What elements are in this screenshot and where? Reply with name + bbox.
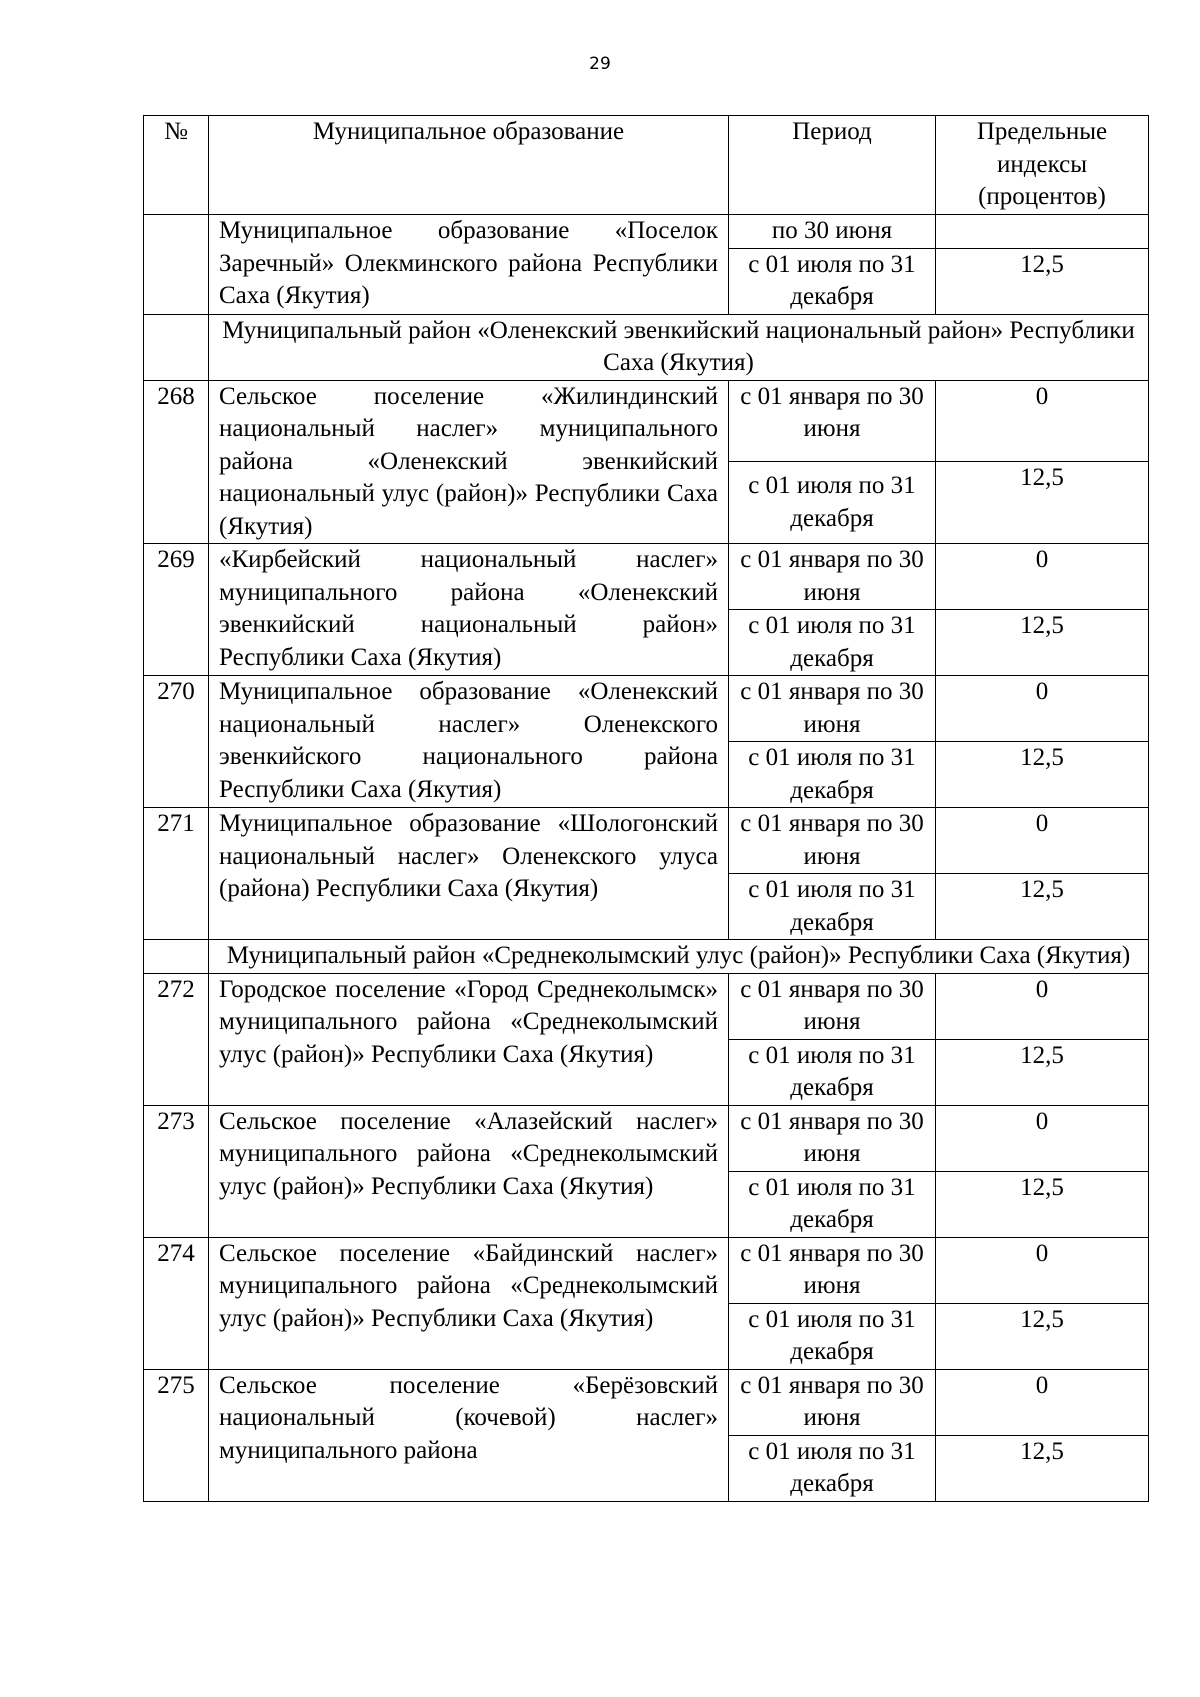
page-number: 29 (589, 54, 611, 74)
region-title: Муниципальный район «Среднеколымский улус (район)» Республики Саха (Якутия) (209, 940, 1149, 974)
row-name: Сельское поселение «Алазейский наслег» муниципального района «Среднеколымский улус (район)» Республики Саха (Якутия) (209, 1105, 729, 1237)
header-num: № (144, 116, 209, 215)
row-num: 272 (144, 973, 209, 1105)
row-num (144, 215, 209, 315)
table-row (144, 676, 1149, 742)
row-index-2: 12,5 (936, 874, 1149, 940)
row-index-2: 12,5 (936, 1435, 1149, 1501)
row-index-1 (936, 215, 1149, 249)
row-index-1: 0 (936, 380, 1149, 462)
table-row (144, 1237, 1149, 1303)
row-index-2: 12,5 (936, 1171, 1149, 1237)
row-index-1: 0 (936, 1237, 1149, 1303)
header-name: Муниципальное образование (209, 116, 729, 215)
row-num: 275 (144, 1369, 209, 1501)
row-period-1: с 01 января по 30 июня (729, 676, 936, 742)
row-period-2: с 01 июля по 31 декабря (729, 1171, 936, 1237)
row-index-2: 12,5 (936, 1039, 1149, 1105)
region-num (144, 940, 209, 974)
table-row (144, 808, 1149, 874)
row-period-1: по 30 июня (729, 215, 936, 249)
table-row (144, 215, 1149, 249)
row-index-1: 0 (936, 544, 1149, 610)
row-period-2: с 01 июля по 31 декабря (729, 1435, 936, 1501)
row-num: 269 (144, 544, 209, 676)
row-index-2: 12,5 (936, 1303, 1149, 1369)
region-row (144, 940, 1149, 974)
row-period-2: с 01 июля по 31 декабря (729, 610, 936, 676)
row-period-1: с 01 января по 30 июня (729, 808, 936, 874)
row-name: Сельское поселение «Жилиндинский национальный наслег» муниципального района «Оленекский эвенкийский национальный улус (район)» Республики Саха (Якутия) (209, 380, 729, 544)
table-header-row (144, 116, 1149, 215)
row-num: 268 (144, 380, 209, 544)
row-index-1: 0 (936, 1105, 1149, 1171)
region-title: Муниципальный район «Оленекский эвенкийский национальный район» Республики Саха (Якутия) (209, 314, 1149, 380)
table-row (144, 973, 1149, 1039)
row-name: Сельское поселение «Байдинский наслег» муниципального района «Среднеколымский улус (район)» Республики Саха (Якутия) (209, 1237, 729, 1369)
row-period-2: с 01 июля по 31 декабря (729, 462, 936, 544)
row-period-2: с 01 июля по 31 декабря (729, 874, 936, 940)
row-index-2: 12,5 (936, 248, 1149, 314)
row-name: «Кирбейский национальный наслег» муниципального района «Оленекский эвенкийский национальный район» Республики Саха (Якутия) (209, 544, 729, 676)
table-row (144, 1105, 1149, 1171)
row-index-1: 0 (936, 973, 1149, 1039)
row-name: Муниципальное образование «Поселок Заречный» Олекминского района Республики Саха (Якутия) (209, 215, 729, 315)
row-name: Муниципальное образование «Шологонский национальный наслег» Оленекского улуса (района) Республики Саха (Якутия) (209, 808, 729, 940)
row-num: 273 (144, 1105, 209, 1237)
row-num: 274 (144, 1237, 209, 1369)
row-period-1: с 01 января по 30 июня (729, 1105, 936, 1171)
table-row (144, 1369, 1149, 1435)
row-index-1: 0 (936, 1369, 1149, 1435)
row-period-2: с 01 июля по 31 декабря (729, 248, 936, 314)
region-row (144, 314, 1149, 380)
row-index-1: 0 (936, 808, 1149, 874)
row-period-2: с 01 июля по 31 декабря (729, 1039, 936, 1105)
row-name: Сельское поселение «Берёзовский национальный (кочевой) наслег» муниципального района (209, 1369, 729, 1501)
indices-table (143, 115, 1149, 1502)
row-period-1: с 01 января по 30 июня (729, 1369, 936, 1435)
row-name: Муниципальное образование «Оленекский национальный наслег» Оленекского эвенкийского национального района Республики Саха (Якутия) (209, 676, 729, 808)
row-period-1: с 01 января по 30 июня (729, 544, 936, 610)
table-row (144, 544, 1149, 610)
row-index-2: 12,5 (936, 610, 1149, 676)
row-index-2: 12,5 (936, 462, 1149, 544)
row-index-2: 12,5 (936, 742, 1149, 808)
row-name: Городское поселение «Город Среднеколымск» муниципального района «Среднеколымский улус (район)» Республики Саха (Якутия) (209, 973, 729, 1105)
row-period-1: с 01 января по 30 июня (729, 1237, 936, 1303)
row-index-1: 0 (936, 676, 1149, 742)
table-row (144, 380, 1149, 462)
row-period-1: с 01 января по 30 июня (729, 380, 936, 462)
row-period-2: с 01 июля по 31 декабря (729, 742, 936, 808)
region-num (144, 314, 209, 380)
row-num: 270 (144, 676, 209, 808)
row-num: 271 (144, 808, 209, 940)
header-period: Период (729, 116, 936, 215)
header-index: Предельные индексы (процентов) (936, 116, 1149, 215)
row-period-1: с 01 января по 30 июня (729, 973, 936, 1039)
row-period-2: с 01 июля по 31 декабря (729, 1303, 936, 1369)
